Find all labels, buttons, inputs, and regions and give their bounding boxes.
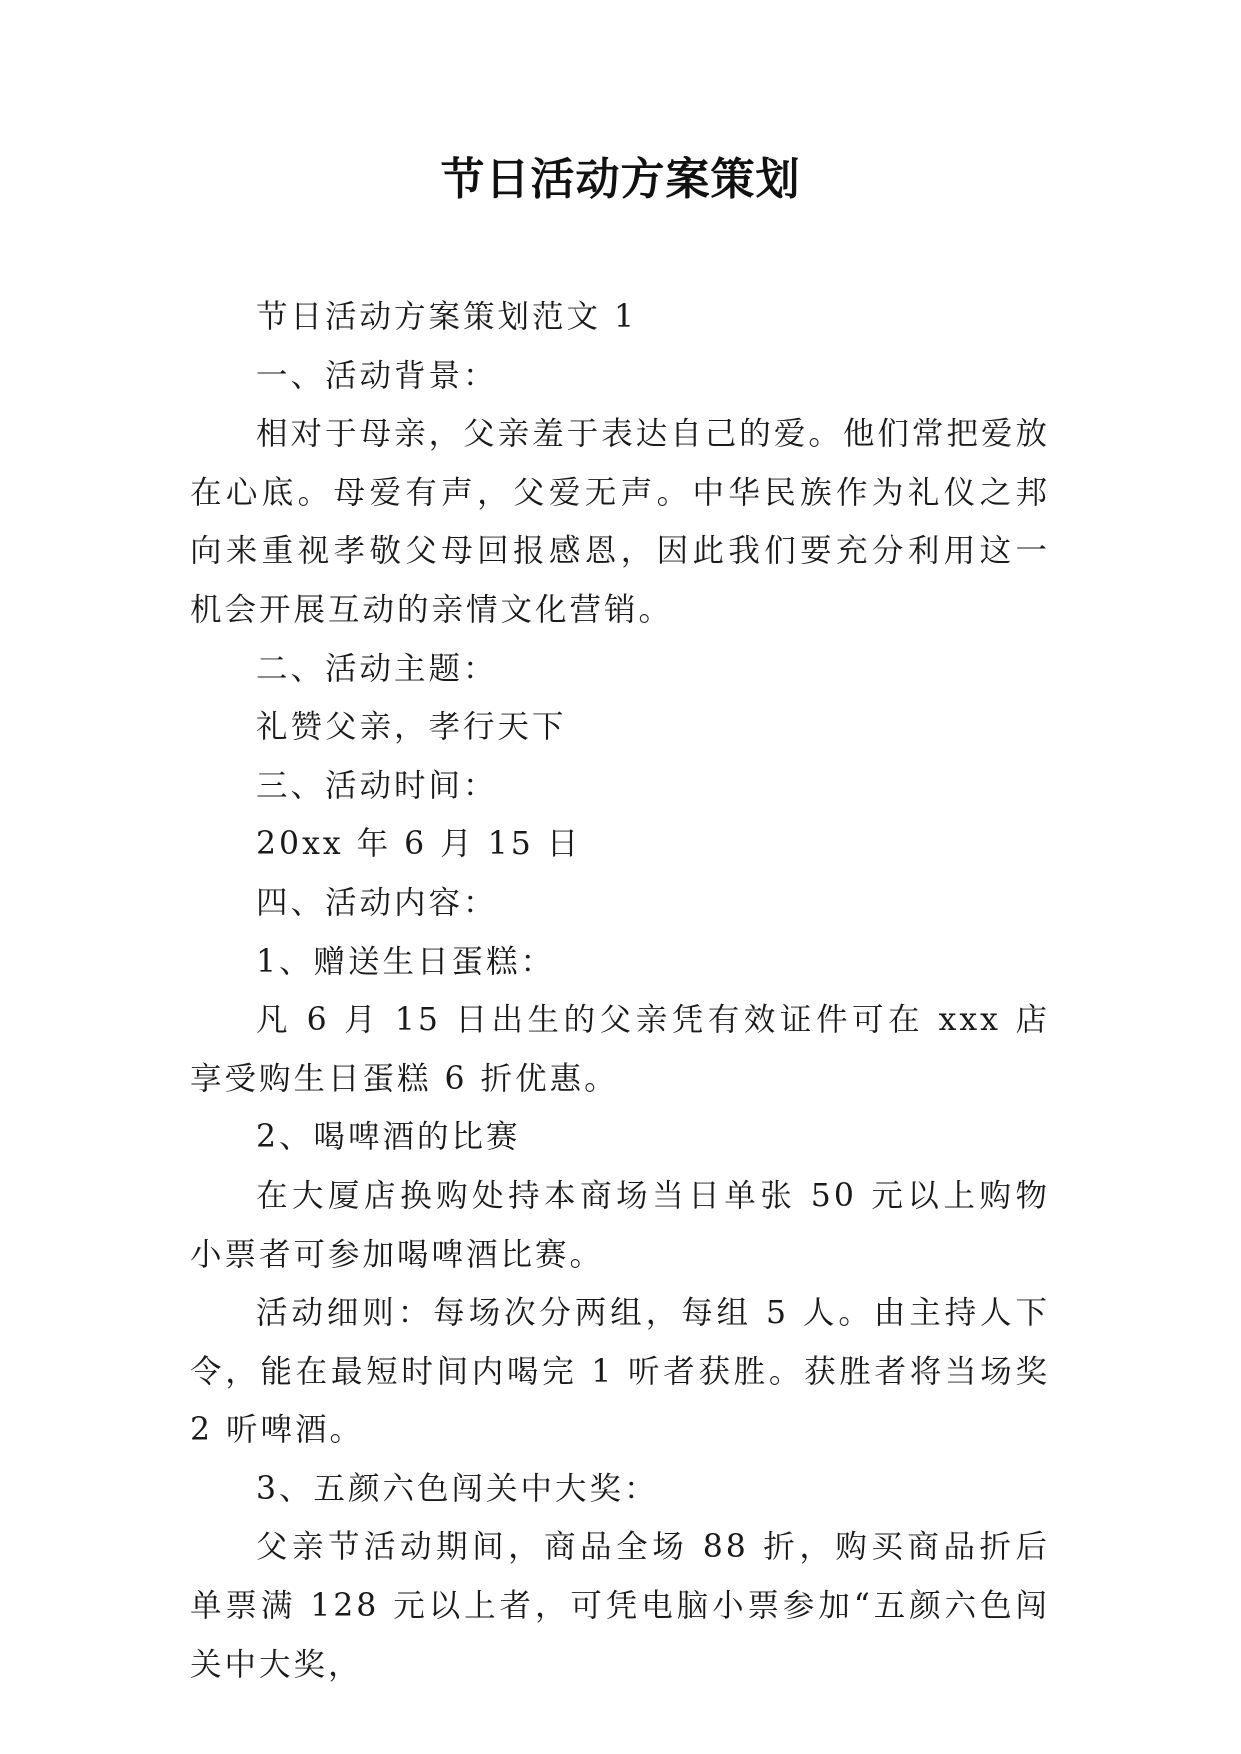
item-heading-prize: 3、五颜六色闯关中大奖： bbox=[256, 1470, 659, 1507]
section-heading-theme: 二、活动主题： bbox=[256, 650, 498, 687]
paragraph-theme: 礼赞父亲，孝行天下 bbox=[256, 709, 567, 746]
paragraph-background: 相对于母亲，父亲羞于表达自己的爱。他们常把爱放在心底。母爱有声，父爱无声。中华民族作为礼仪之邦向来重视孝敬父母回报感恩，因此我们要充分利用这一机会开展互动的亲情文化营销。 bbox=[190, 416, 1050, 628]
paragraph-prize: 父亲节活动期间，商品全场 88 折，购买商品折后单票满 128 元以上者，可凭电脑小票参加“五颜六色闯关中大奖， bbox=[190, 1529, 1050, 1683]
item-heading-beer: 2、喝啤酒的比赛 bbox=[256, 1119, 521, 1156]
paragraph-time: 20xx 年 6 月 15 日 bbox=[256, 826, 582, 863]
paragraph-cake: 凡 6 月 15 日出生的父亲凭有效证件可在 xxx 店享受购生日蛋糕 6 折优惠。 bbox=[190, 1002, 1050, 1097]
section-heading-background: 一、活动背景： bbox=[256, 357, 498, 394]
section-heading-content: 四、活动内容： bbox=[256, 884, 498, 921]
paragraph-beer: 在大厦店换购处持本商场当日单张 50 元以上购物小票者可参加喝啤酒比赛。 bbox=[190, 1177, 1050, 1273]
paragraph-rules: 活动细则：每场次分两组，每组 5 人。由主持人下令，能在最短时间内喝完 1 听者获胜。获胜者将当场奖 2 听啤酒。 bbox=[190, 1295, 1050, 1449]
document-body bbox=[190, 288, 1050, 1694]
item-heading-cake: 1、赠送生日蛋糕： bbox=[256, 943, 556, 980]
paragraph-heading: 节日活动方案策划范文 1 bbox=[256, 299, 638, 335]
section-heading-time: 三、活动时间： bbox=[256, 767, 498, 804]
document-title: 节日活动方案策划 bbox=[440, 154, 801, 205]
